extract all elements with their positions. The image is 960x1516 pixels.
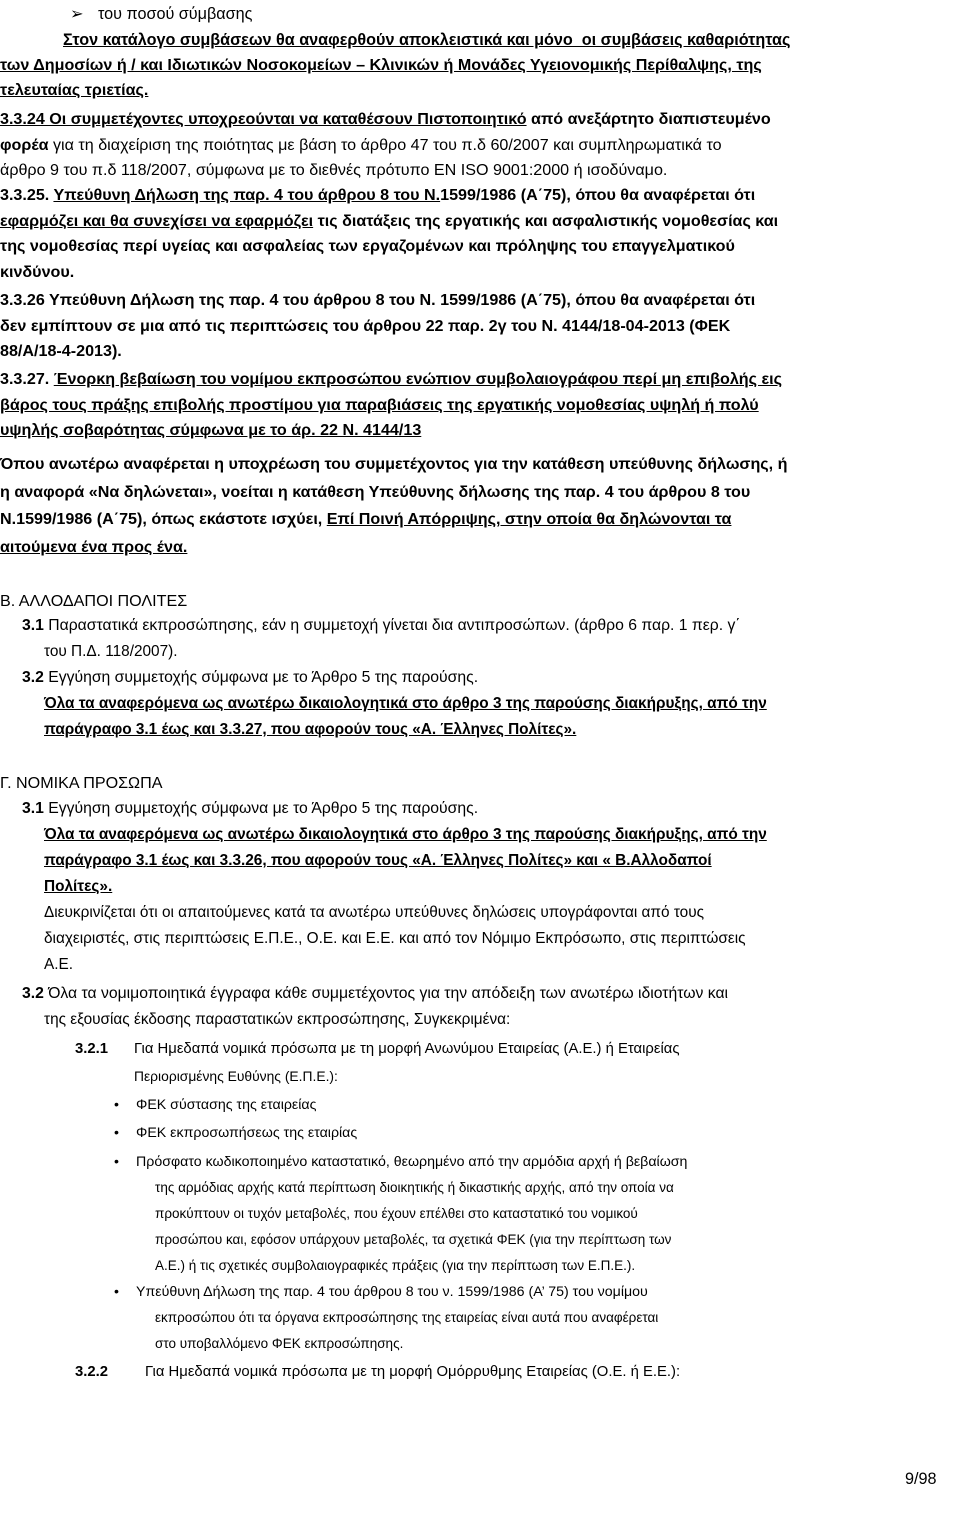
section-heading: Β. ΑΛΛΟΔΑΠΟΙ ΠΟΛΙΤΕΣ — [0, 592, 188, 610]
bullet-continuation: της αρμόδιας αρχής κατά περίπτωση διοικητικής ή δικαστικής αρχής, από την οποία να — [155, 1180, 674, 1195]
paragraph-line: φορέα για τη διαχείριση της ποιότητας με βάση το άρθρο 47 του π.δ 60/2007 και συμπληρωματικά το — [0, 136, 722, 154]
paragraph-line: 3.3.25. Υπεύθυνη Δήλωση της παρ. 4 του άρθρου 8 του Ν.1599/1986 (Α΄75), όπου θα αναφέρεται ότι — [0, 186, 756, 204]
paragraph-line: Όπου ανωτέρω αναφέρεται η υποχρέωση του συμμετέχοντος για την κατάθεση υπεύθυνης δήλωσης, ή — [0, 455, 788, 473]
paragraph-line: Διευκρινίζεται ότι οι απαιτούμενες κατά τα ανωτέρω υπεύθυνες δηλώσεις υπογράφονται από τους — [44, 904, 705, 921]
paragraph-line: 3.3.24 Οι συμμετέχοντες υποχρεούνται να καταθέσουν Πιστοποιητικό από ανεξάρτητο διαπιστευμένο — [0, 110, 771, 128]
paragraph-line: Όλα τα αναφερόμενα ως ανωτέρω δικαιολογητικά στο άρθρο 3 της παρούσης διακήρυξης, από την — [44, 695, 767, 712]
bullet-continuation: στο υποβαλλόμενο ΦΕΚ εκπροσώπησης. — [155, 1336, 404, 1351]
paragraph-line: βάρος τους πράξης επιβολής προστίμου για παραβιάσεις της εργατικής νομοθεσίας υψηλή ή πολύ — [0, 396, 759, 414]
bullet-item: • Υπεύθυνη Δήλωση της παρ. 4 του άρθρου 8 του ν. 1599/1986 (Α’ 75) του νομίμου — [114, 1284, 648, 1300]
paragraph-line: της νομοθεσίας περί υγείας και ασφαλείας των εργαζομένων και πρόληψης του επαγγελματικού — [0, 237, 735, 255]
list-item: ➢ του ποσού σύμβασης — [70, 5, 253, 23]
list-item-continuation: της εξουσίας έκδοσης παραστατικών εκπροσώπησης, Συγκεκριμένα: — [44, 1011, 511, 1028]
paragraph-line: Στον κατάλογο συμβάσεων θα αναφερθούν αποκλειστικά και μόνο οι συμβάσεις καθαριότητας — [63, 31, 791, 49]
section-heading: Γ. ΝΟΜΙΚΑ ΠΡΟΣΩΠΑ — [0, 774, 163, 792]
bullet-continuation: προσώπου και, εφόσον υπάρχουν μεταβολές, τα σχετικά ΦΕΚ (για την περίπτωση των — [155, 1232, 672, 1247]
list-item-continuation: Περιορισμένης Ευθύνης (Ε.Π.Ε.): — [134, 1068, 338, 1084]
paragraph-line: η αναφορά «Να δηλώνεται», νοείται η κατάθεση Υπεύθυνης δήλωσης της παρ. 4 του άρθρου 8 του — [0, 483, 751, 501]
paragraph-line: παράγραφο 3.1 έως και 3.3.27, που αφορούν τους «Α. Έλληνες Πολίτες». — [44, 721, 577, 738]
list-item: 3.2 Όλα τα νομιμοποιητικά έγγραφα κάθε συμμετέχοντος για την απόδειξη των ανωτέρω ιδιοτήτων και — [22, 985, 729, 1002]
paragraph-line: Ν.1599/1986 (Α΄75), όπως εκάστοτε ισχύει, Επί Ποινή Απόρριψης, στην οποία θα δηλώνονται τα — [0, 510, 732, 528]
paragraph-line: εφαρμόζει και θα συνεχίσει να εφαρμόζει τις διατάξεις της εργατικής και ασφαλιστικής νομοθεσίας και — [0, 212, 779, 230]
bullet-item: • Πρόσφατο κωδικοποιημένο καταστατικό, θεωρημένο από την αρμόδια αρχή ή βεβαίωση — [114, 1154, 688, 1170]
paragraph-line: Πολίτες». — [44, 878, 113, 895]
bullet-icon: • — [114, 1125, 119, 1141]
bullet-icon: • — [114, 1284, 119, 1300]
paragraph-line: διαχειριστές, στις περιπτώσεις Ε.Π.Ε., Ο.Ε. και Ε.Ε. και από τον Νόμιμο Εκπρόσωπο, στις περιπτώσεις — [44, 930, 746, 947]
list-item: 3.2.1 Για Ημεδαπά νομικά πρόσωπα με τη μορφή Ανωνύμου Εταιρείας (Α.Ε.) ή Εταιρείας — [75, 1041, 680, 1057]
bullet-continuation: εκπροσώπου ότι τα όργανα εκπροσώπησης της εταιρείας είναι αυτά που αναφέρεται — [155, 1310, 659, 1325]
paragraph-line: αιτούμενα ένα προς ένα. — [0, 538, 188, 556]
paragraph-line: των Δημοσίων ή / και Ιδιωτικών Νοσοκομείων – Κλινικών ή Μονάδες Υγειονομικής Περίθαλψης, της — [0, 56, 762, 74]
bullet-continuation: Α.Ε.) ή τις σχετικές συμβολαιογραφικές πράξεις (για την περίπτωση των Ε.Π.Ε.). — [155, 1258, 636, 1273]
page-number: 9/98 — [905, 1470, 937, 1488]
paragraph-line: δεν εμπίπτουν σε μια από τις περιπτώσεις του άρθρου 22 παρ. 2γ του Ν. 4144/18-04-2013 (ΦΕΚ — [0, 317, 731, 335]
bullet-continuation: προκύπτουν οι τυχόν μεταβολές, που έχουν επέλθει στο καταστατικό του νομικού — [155, 1206, 638, 1221]
bullet-item: • ΦΕΚ εκπροσωπήσεως της εταιρίας — [114, 1125, 358, 1141]
paragraph-line: 3.3.26 Υπεύθυνη Δήλωση της παρ. 4 του άρθρου 8 του Ν. 1599/1986 (Α΄75), όπου θα αναφέρεται ότι — [0, 291, 756, 309]
list-item: 3.2.2 Για Ημεδαπά νομικά πρόσωπα με τη μορφή Ομόρρυθμης Εταιρείας (Ο.Ε. ή Ε.Ε.): — [75, 1364, 681, 1380]
paragraph-line: υψηλής σοβαρότητας σύμφωνα με το άρ. 22 Ν. 4144/13 — [0, 421, 422, 439]
list-item: 3.1 Παραστατικά εκπροσώπησης, εάν η συμμετοχή γίνεται δια αντιπροσώπων. (άρθρο 6 παρ. 1 περ. γ΄ — [22, 617, 741, 634]
list-item-continuation: του Π.Δ. 118/2007). — [44, 643, 178, 660]
paragraph-line: παράγραφο 3.1 έως και 3.3.26, που αφορούν τους «Α. Έλληνες Πολίτες» και « Β.Αλλοδαποί — [44, 852, 712, 869]
paragraph-line: κινδύνου. — [0, 263, 75, 281]
list-item: 3.1 Εγγύηση συμμετοχής σύμφωνα με το Άρθρο 5 της παρούσης. — [22, 800, 479, 817]
bullet-icon: • — [114, 1097, 119, 1113]
paragraph-line: Α.Ε. — [44, 956, 74, 973]
paragraph-line: άρθρο 9 του π.δ 118/2007, σύμφωνα με το διεθνές πρότυπο EN ISO 9001:2000 ή ισοδύναμο. — [0, 161, 668, 179]
paragraph-line: 88/Α/18-4-2013). — [0, 342, 122, 360]
bullet-icon: • — [114, 1154, 119, 1170]
paragraph-line: Όλα τα αναφερόμενα ως ανωτέρω δικαιολογητικά στο άρθρο 3 της παρούσης διακήρυξης, από την — [44, 826, 767, 843]
bullet-item: • ΦΕΚ σύστασης της εταιρείας — [114, 1097, 317, 1113]
arrow-bullet-icon: ➢ — [70, 5, 84, 23]
paragraph-line: 3.3.27. Ένορκη βεβαίωση του νομίμου εκπροσώπου ενώπιον συμβολαιογράφου περί μη επιβολής εις — [0, 370, 782, 388]
list-item: 3.2 Εγγύηση συμμετοχής σύμφωνα με το Άρθρο 5 της παρούσης. — [22, 669, 479, 686]
paragraph-line: τελευταίας τριετίας. — [0, 81, 149, 99]
